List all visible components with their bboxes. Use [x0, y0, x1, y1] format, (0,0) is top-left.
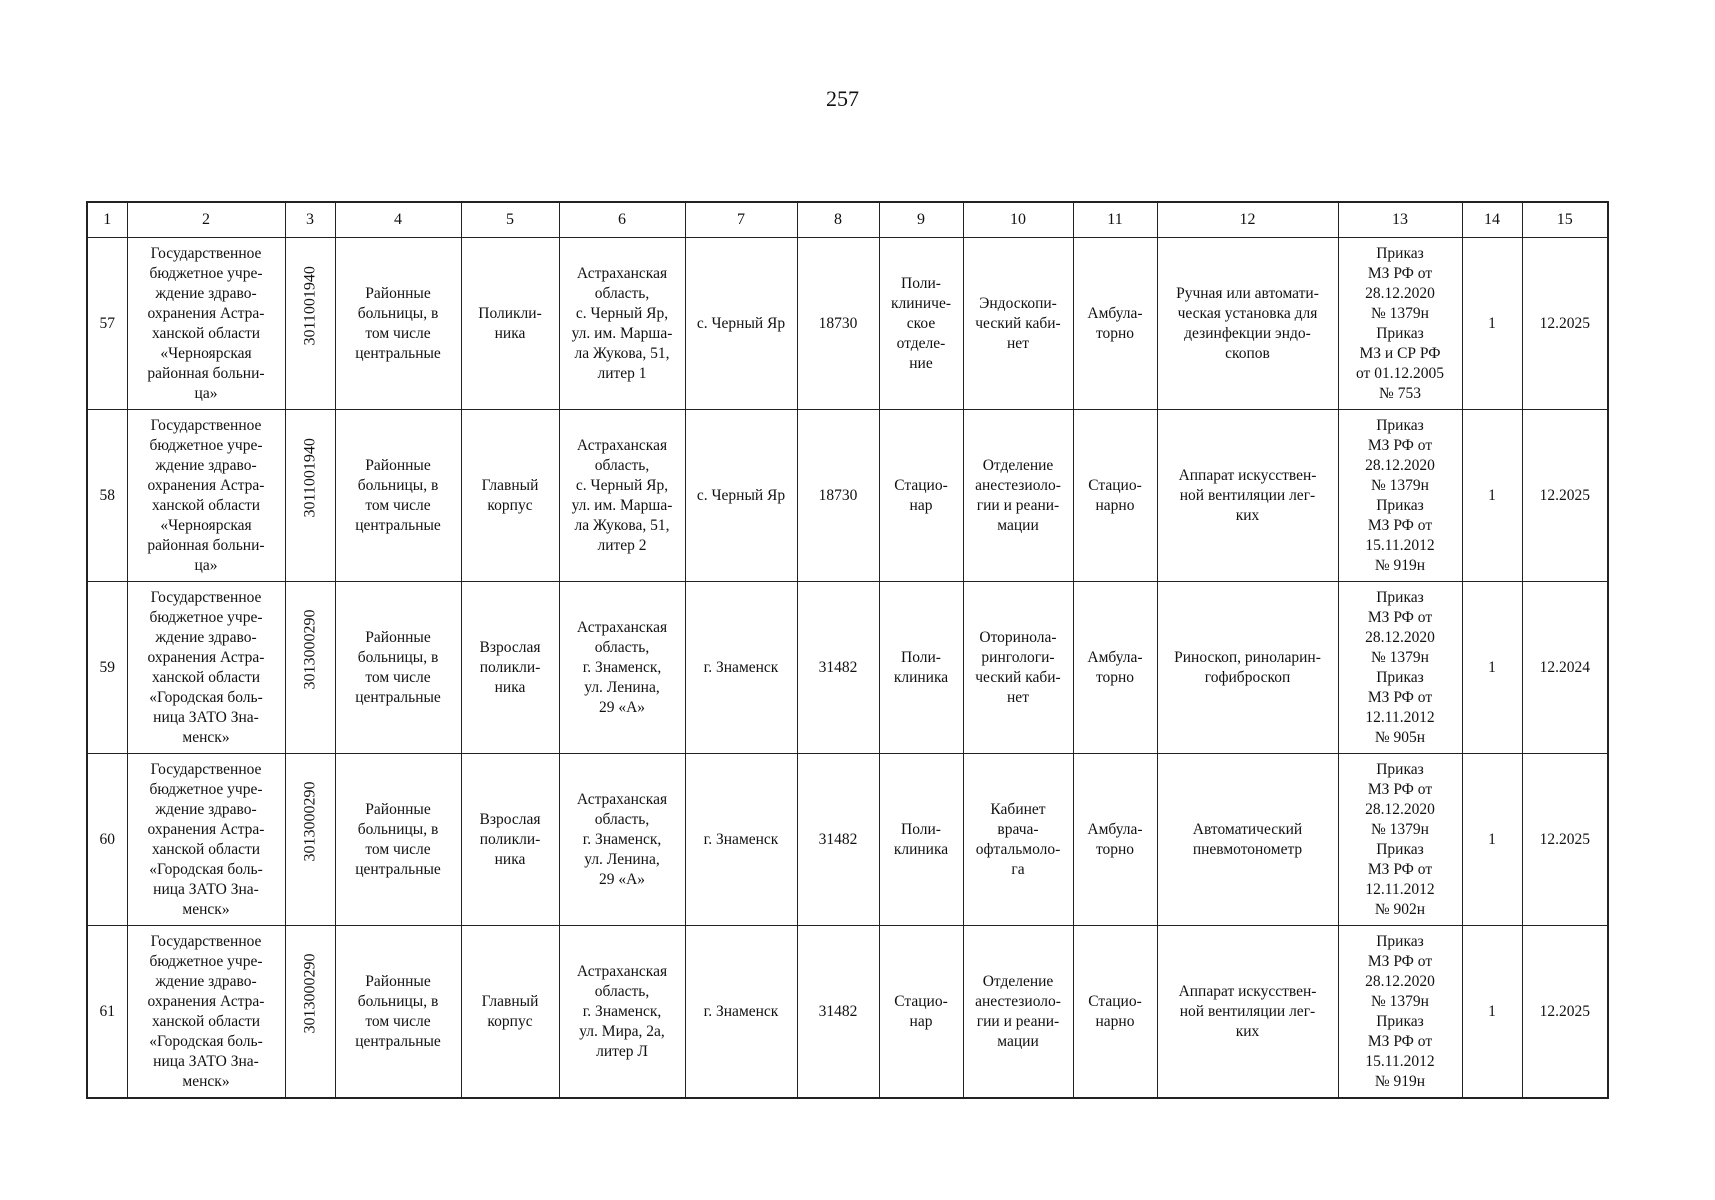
department-cell: Поли- клиниче- ское отделе- ние — [879, 238, 963, 410]
organization-code: 3013000290 — [301, 781, 318, 862]
address-cell: Астраханская область, г. Знаменск, ул. Мира, 2а, литер Л — [559, 926, 685, 1098]
department-cell: Поли- клиника — [879, 754, 963, 926]
column-number: 12 — [1157, 202, 1338, 238]
organization-code-cell — [285, 926, 335, 1098]
hospital-type-cell: Районные больницы, в том числе центральные — [335, 238, 461, 410]
organization-code: 3013000290 — [301, 953, 318, 1034]
quantity-cell: 1 — [1462, 582, 1522, 754]
column-number: 5 — [461, 202, 559, 238]
row-number: 57 — [87, 238, 127, 410]
column-number: 6 — [559, 202, 685, 238]
locality-cell: с. Черный Яр — [685, 238, 797, 410]
quantity-cell: 1 — [1462, 410, 1522, 582]
organization-cell: Государственное бюджетное учре- ждение здраво- охранения Астра- ханской области «Черноярская районная больни- ца» — [127, 238, 285, 410]
building-cell: Главный корпус — [461, 926, 559, 1098]
address-cell: Астраханская область, с. Черный Яр, ул. им. Марша- ла Жукова, 51, литер 1 — [559, 238, 685, 410]
unit-cell: Эндоскопи- ческий каби- нет — [963, 238, 1073, 410]
equipment-cell: Риноскоп, риноларин- гофиброскоп — [1157, 582, 1338, 754]
equipment-cell: Аппарат искусствен- ной вентиляции лег- ких — [1157, 926, 1338, 1098]
date-cell: 12.2025 — [1522, 926, 1608, 1098]
table-row — [87, 238, 1608, 410]
organization-cell: Государственное бюджетное учре- ждение здраво- охранения Астра- ханской области «Городская боль- ница ЗАТО Зна- менск» — [127, 582, 285, 754]
population-cell: 31482 — [797, 926, 879, 1098]
organization-cell: Государственное бюджетное учре- ждение здраво- охранения Астра- ханской области «Черноярская районная больни- ца» — [127, 410, 285, 582]
equipment-cell: Аппарат искусствен- ной вентиляции лег- ких — [1157, 410, 1338, 582]
table-row — [87, 926, 1608, 1098]
table-row — [87, 410, 1608, 582]
column-number: 1 — [87, 202, 127, 238]
department-cell: Поли- клиника — [879, 582, 963, 754]
column-number-row — [87, 202, 1608, 238]
hospital-type-cell: Районные больницы, в том числе центральные — [335, 754, 461, 926]
address-cell: Астраханская область, с. Черный Яр, ул. им. Марша- ла Жукова, 51, литер 2 — [559, 410, 685, 582]
organization-code: 3013000290 — [301, 609, 318, 690]
hospital-type-cell: Районные больницы, в том числе центральные — [335, 582, 461, 754]
care-mode-cell: Амбула- торно — [1073, 238, 1157, 410]
organization-code: 3011001940 — [301, 437, 318, 518]
locality-cell: с. Черный Яр — [685, 410, 797, 582]
column-number: 13 — [1338, 202, 1462, 238]
locality-cell: г. Знаменск — [685, 926, 797, 1098]
order-cell: Приказ МЗ РФ от 28.12.2020 № 1379н Приказ МЗ РФ от 12.11.2012 № 905н — [1338, 582, 1462, 754]
order-cell: Приказ МЗ РФ от 28.12.2020 № 1379н Приказ МЗ и СР РФ от 01.12.2005 № 753 — [1338, 238, 1462, 410]
organization-code-cell — [285, 410, 335, 582]
column-number: 3 — [285, 202, 335, 238]
building-cell: Главный корпус — [461, 410, 559, 582]
date-cell: 12.2024 — [1522, 582, 1608, 754]
order-cell: Приказ МЗ РФ от 28.12.2020 № 1379н Приказ МЗ РФ от 15.11.2012 № 919н — [1338, 926, 1462, 1098]
table-row — [87, 582, 1608, 754]
page-number: 257 — [826, 86, 859, 111]
organization-code-cell — [285, 238, 335, 410]
locality-cell: г. Знаменск — [685, 582, 797, 754]
population-cell: 31482 — [797, 582, 879, 754]
organization-code-cell — [285, 582, 335, 754]
care-mode-cell: Амбула- торно — [1073, 754, 1157, 926]
hospital-type-cell: Районные больницы, в том числе центральные — [335, 410, 461, 582]
table-row — [87, 754, 1608, 926]
locality-cell: г. Знаменск — [685, 754, 797, 926]
organization-cell: Государственное бюджетное учре- ждение здраво- охранения Астра- ханской области «Городская боль- ница ЗАТО Зна- менск» — [127, 926, 285, 1098]
quantity-cell: 1 — [1462, 754, 1522, 926]
population-cell: 18730 — [797, 238, 879, 410]
department-cell: Стацио- нар — [879, 410, 963, 582]
row-number: 60 — [87, 754, 127, 926]
row-number: 58 — [87, 410, 127, 582]
unit-cell: Отделение анестезиоло- гии и реани- мации — [963, 410, 1073, 582]
care-mode-cell: Стацио- нарно — [1073, 926, 1157, 1098]
column-number: 9 — [879, 202, 963, 238]
order-cell: Приказ МЗ РФ от 28.12.2020 № 1379н Приказ МЗ РФ от 15.11.2012 № 919н — [1338, 410, 1462, 582]
organization-code-cell — [285, 754, 335, 926]
address-cell: Астраханская область, г. Знаменск, ул. Ленина, 29 «А» — [559, 582, 685, 754]
date-cell: 12.2025 — [1522, 238, 1608, 410]
column-number: 7 — [685, 202, 797, 238]
building-cell: Поликли- ника — [461, 238, 559, 410]
hospital-type-cell: Районные больницы, в том числе центральные — [335, 926, 461, 1098]
quantity-cell: 1 — [1462, 926, 1522, 1098]
care-mode-cell: Стацио- нарно — [1073, 410, 1157, 582]
population-cell: 18730 — [797, 410, 879, 582]
unit-cell: Кабинет врача- офтальмоло- га — [963, 754, 1073, 926]
column-number: 4 — [335, 202, 461, 238]
column-number: 10 — [963, 202, 1073, 238]
address-cell: Астраханская область, г. Знаменск, ул. Ленина, 29 «А» — [559, 754, 685, 926]
quantity-cell: 1 — [1462, 238, 1522, 410]
equipment-registry-table — [86, 201, 1609, 1099]
building-cell: Взрослая поликли- ника — [461, 582, 559, 754]
organization-code: 3011001940 — [301, 265, 318, 346]
unit-cell: Отделение анестезиоло- гии и реани- мации — [963, 926, 1073, 1098]
date-cell: 12.2025 — [1522, 410, 1608, 582]
organization-cell: Государственное бюджетное учре- ждение здраво- охранения Астра- ханской области «Городская боль- ница ЗАТО Зна- менск» — [127, 754, 285, 926]
order-cell: Приказ МЗ РФ от 28.12.2020 № 1379н Приказ МЗ РФ от 12.11.2012 № 902н — [1338, 754, 1462, 926]
equipment-cell: Автоматический пневмотонометр — [1157, 754, 1338, 926]
department-cell: Стацио- нар — [879, 926, 963, 1098]
building-cell: Взрослая поликли- ника — [461, 754, 559, 926]
column-number: 11 — [1073, 202, 1157, 238]
column-number: 2 — [127, 202, 285, 238]
row-number: 61 — [87, 926, 127, 1098]
column-number: 15 — [1522, 202, 1608, 238]
equipment-cell: Ручная или автомати- ческая установка для дезинфекции эндо- скопов — [1157, 238, 1338, 410]
column-number: 8 — [797, 202, 879, 238]
date-cell: 12.2025 — [1522, 754, 1608, 926]
row-number: 59 — [87, 582, 127, 754]
care-mode-cell: Амбула- торно — [1073, 582, 1157, 754]
column-number: 14 — [1462, 202, 1522, 238]
unit-cell: Оторинола- рингологи- ческий каби- нет — [963, 582, 1073, 754]
population-cell: 31482 — [797, 754, 879, 926]
